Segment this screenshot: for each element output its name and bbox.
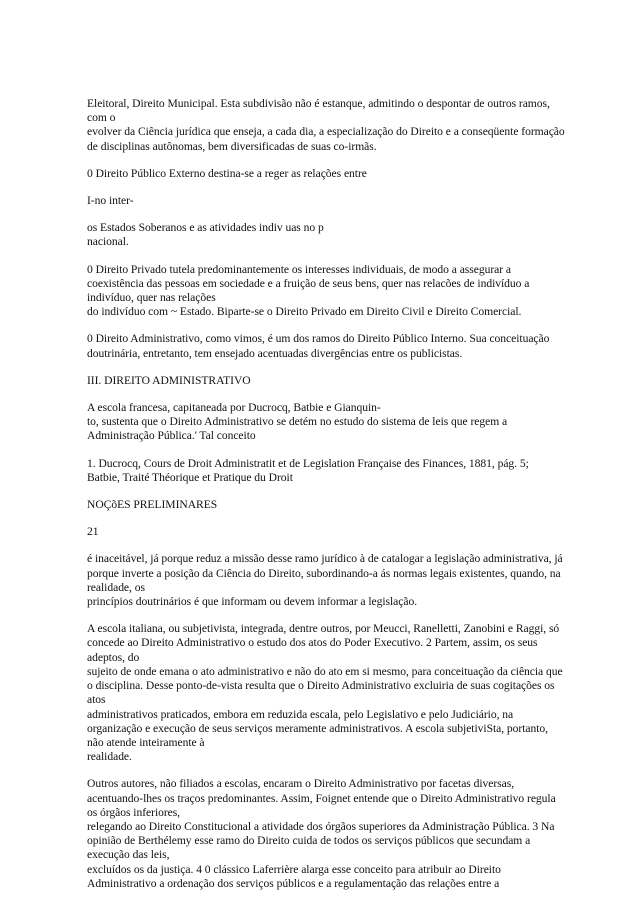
text-line: acentuando-lhes os traços predominantes. Assim, Foignet entende que o Direito Administrativo regula bbox=[87, 791, 556, 805]
text-line: o disciplina. Desse ponto-de-vista resulta que o Direito Administrativo excluiria de suas cogitações os bbox=[87, 679, 555, 693]
text-line: 0 Direito Público Externo destina-se a reger as relações entre bbox=[87, 166, 367, 180]
text-line: nacional. bbox=[87, 235, 129, 249]
text-line: sujeito de onde emana o ato administrativo e não do ato em si mesmo, para conceituação da ciência que bbox=[87, 664, 563, 678]
text-line: opinião de Berthélemy esse ramo do Direito cuida de todos os serviços públicos que secundam a bbox=[87, 834, 531, 848]
text-line: A escola francesa, capitaneada por Ducrocq, Batbie e Gianquin- bbox=[87, 401, 381, 415]
paragraph bbox=[87, 263, 578, 320]
text-line: Outros autores, não filiados a escolas, encaram o Direito Administrativo por facetas diversas, bbox=[87, 777, 515, 791]
text-line: indivíduo, quer nas relações bbox=[87, 291, 216, 305]
paragraph bbox=[87, 552, 578, 609]
text-line: 1. Ducrocq, Cours de Droit Administratit et de Legislation Française des Finances, 1881, pág. 5; bbox=[87, 456, 529, 470]
text-line: I-no inter- bbox=[87, 194, 134, 208]
text-line: doutrinária, entretanto, tem ensejado acentuadas divergências entre os publicistas. bbox=[87, 346, 463, 360]
text-line: com o bbox=[87, 111, 116, 125]
paragraph bbox=[87, 167, 578, 181]
text-line: III. DIREITO ADMINISTRATIVO bbox=[87, 373, 251, 387]
text-line: realidade, os bbox=[87, 580, 145, 594]
text-line: evolver da Ciência jurídica que enseja, a cada dia, a especialização do Direito e a conseqüente formação bbox=[87, 125, 565, 139]
paragraph bbox=[87, 525, 578, 539]
text-line: administrativos praticados, embora em reduzida escala, pelo Legislativo e pelo Judiciário, na bbox=[87, 707, 514, 721]
text-line: A escola italiana, ou subjetivista, integrada, dentre outros, por Meucci, Ranelletti, Zanobini e Raggi, só bbox=[87, 622, 560, 636]
paragraph bbox=[87, 622, 578, 764]
text-line: porque inverte a posição da Ciência do Direito, subordinando-a ás normas legais existentes, quando, na bbox=[87, 566, 561, 580]
text-line: NOÇõES PRELIMINARES bbox=[87, 498, 218, 512]
paragraph bbox=[87, 221, 578, 249]
paragraph bbox=[87, 777, 578, 891]
text-line: 0 Direito Privado tutela predominantemente os interesses individuais, de modo a assegurar a bbox=[87, 262, 511, 276]
text-line: Administração Pública.' Tal conceito bbox=[87, 429, 256, 443]
text-line: adeptos, do bbox=[87, 650, 140, 664]
text-line: princípios doutrinários é que informam ou devem informar a legislação. bbox=[87, 595, 418, 609]
text-line: relegando ao Direito Constitucional a atividade dos órgãos superiores da Administração Pública. 3 Na bbox=[87, 819, 555, 833]
text-line: os órgãos inferiores, bbox=[87, 805, 181, 819]
text-line: Eleitoral, Direito Municipal. Esta subdivisão não é estanque, admitindo o despontar de outros ramos, bbox=[87, 97, 550, 110]
text-line: to, sustenta que o Direito Administrativo se detém no estudo do sistema de leis que regem a bbox=[87, 415, 508, 429]
text-line: excluídos os da justiça. 4 0 clássico Laferrière alarga esse conceito para atribuir ao Direito bbox=[87, 862, 501, 876]
text-line: os Estados Soberanos e as atividades indiv uas no p bbox=[87, 221, 324, 235]
text-line: execução das leis, bbox=[87, 848, 170, 862]
paragraph bbox=[87, 401, 578, 444]
text-line: é inaceitável, já porque reduz a missão desse ramo jurídico à de catalogar a legislação administrativa, já bbox=[87, 552, 563, 566]
text-line: 21 bbox=[87, 525, 99, 539]
text-line: concede ao Direito Administrativo o estudo dos atos do Poder Executivo. 2 Partem, assim, os seus bbox=[87, 636, 538, 650]
text-line: do indivíduo com ~ Estado. Biparte-se o Direito Privado em Direito Civil e Direito Comercial. bbox=[87, 305, 522, 319]
paragraph bbox=[87, 194, 578, 208]
paragraph bbox=[87, 457, 578, 485]
text-line: coexistência das pessoas em sociedade e a fruição de seus bens, quer nas relacões de indivíduo a bbox=[87, 276, 530, 290]
text-line: 0 Direito Administrativo, como vimos, é um dos ramos do Direito Público Interno. Sua conceituação bbox=[87, 332, 550, 346]
paragraph bbox=[87, 97, 578, 154]
paragraph bbox=[87, 498, 578, 512]
text-line: de disciplinas autônomas, bem diversificadas de suas co-irmãs. bbox=[87, 139, 377, 153]
text-line: Batbie, Traité Théorique et Pratique du Droit bbox=[87, 470, 293, 484]
paragraph bbox=[87, 332, 578, 360]
paragraph bbox=[87, 374, 578, 388]
text-line: realidade. bbox=[87, 750, 132, 764]
text-line: não atende inteiramente à bbox=[87, 735, 205, 749]
text-line: organização e execução de seus serviços meramente administrativos. A escola subjetiviSta, portanto, bbox=[87, 721, 549, 735]
text-line: atos bbox=[87, 693, 106, 707]
text-line: Administrativo a ordenação dos serviços públicos e a regulamentação das relações entre a bbox=[87, 876, 500, 890]
